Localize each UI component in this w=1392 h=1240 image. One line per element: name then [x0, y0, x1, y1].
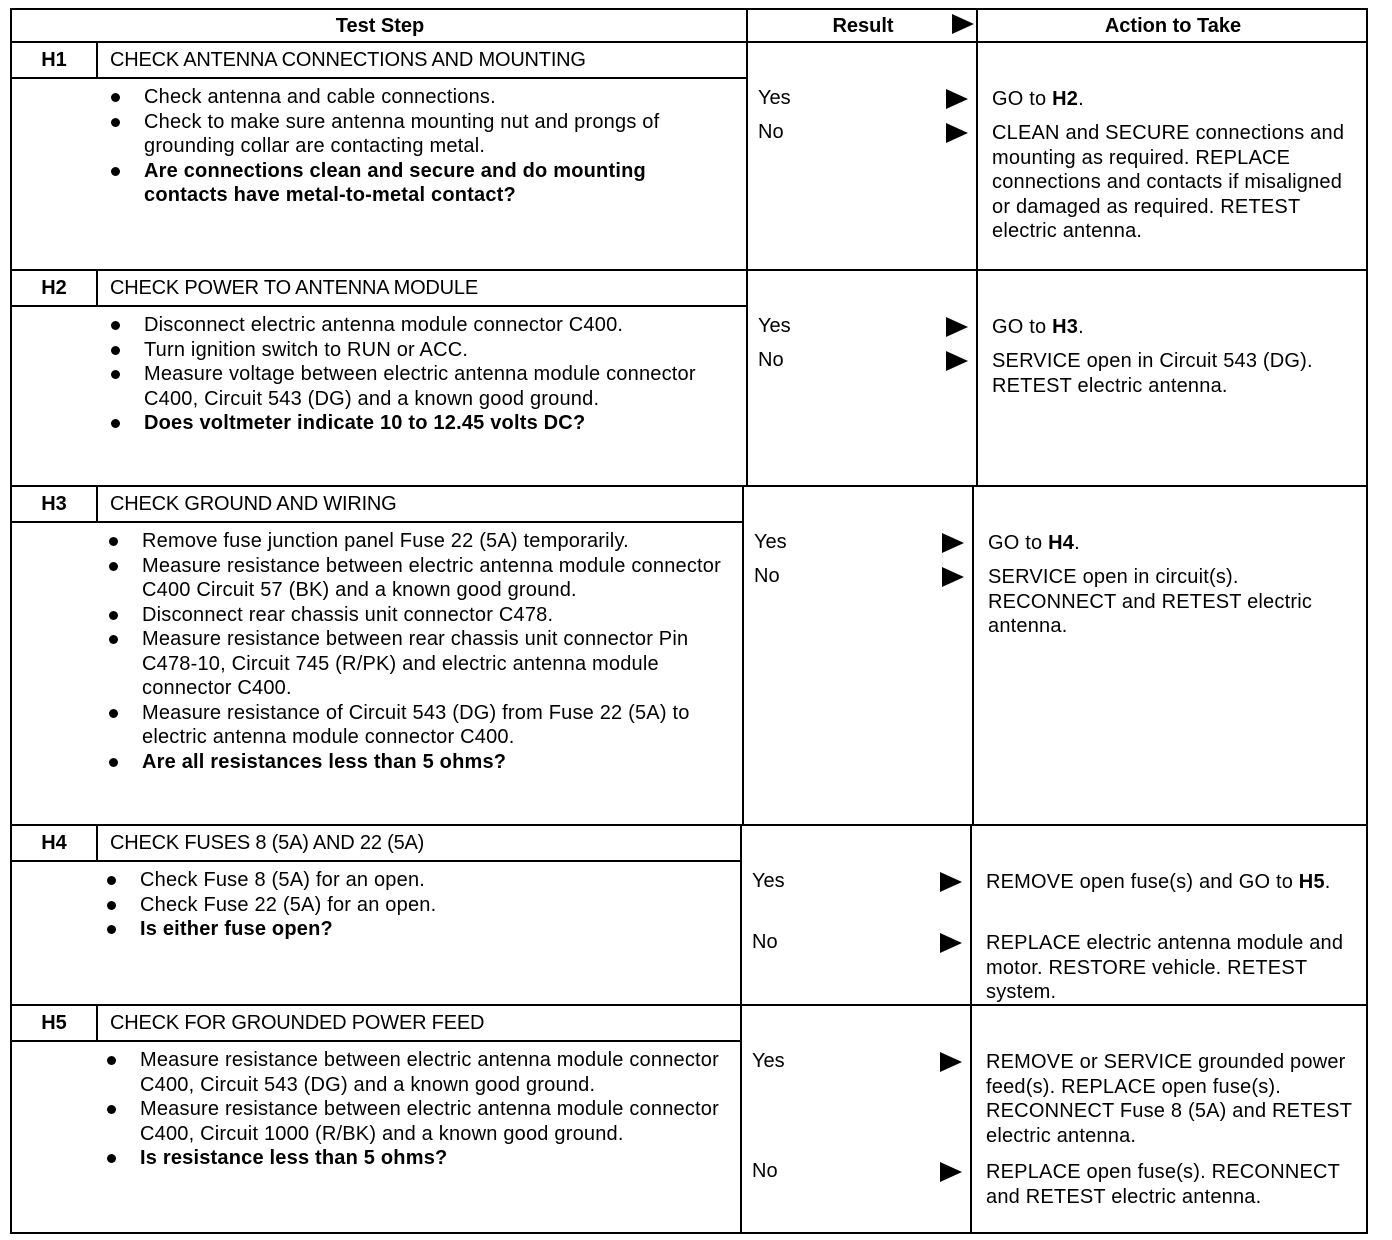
test-step-h3 — [12, 487, 1366, 826]
column-divider — [970, 1006, 972, 1234]
header-action: Action to Take — [1104, 15, 1242, 37]
action-text — [988, 565, 1364, 639]
action-text-end: . — [1078, 316, 1084, 338]
instruction-item: Check antenna and cable connections. — [108, 85, 726, 110]
result-label: No — [752, 1160, 778, 1182]
test-step-h2 — [12, 271, 1366, 487]
arrow-right-icon — [942, 567, 964, 587]
test-step-h1 — [12, 43, 1366, 271]
column-divider — [740, 826, 742, 1004]
action-step-ref: H2 — [1052, 88, 1079, 110]
instruction-item: Disconnect rear chassis unit connector C478. — [106, 603, 722, 628]
arrow-right-icon — [942, 533, 964, 553]
instruction-item: Measure resistance between electric antenna module connector C400, Circuit 543 (DG) and a known good ground. — [104, 1048, 720, 1097]
result-label: Yes — [758, 315, 791, 337]
instruction-item: Disconnect electric antenna module connector C400. — [108, 313, 726, 338]
result-no — [752, 1160, 968, 1183]
result-label: Yes — [752, 870, 785, 892]
arrow-right-icon — [940, 1162, 962, 1182]
action-text — [986, 1050, 1364, 1148]
action-text — [992, 121, 1364, 244]
action-text — [992, 349, 1364, 398]
step-instructions — [108, 313, 726, 436]
action-text-main: REMOVE open fuse(s) and GO to — [986, 871, 1299, 893]
column-divider — [742, 487, 744, 824]
column-divider — [746, 43, 748, 269]
action-text-main: GO to — [988, 532, 1049, 554]
action-step-ref: H5 — [1298, 871, 1325, 893]
column-divider — [972, 487, 974, 824]
instruction-item: Check Fuse 22 (5A) for an open. — [104, 893, 720, 918]
step-title: CHECK GROUND AND WIRING — [110, 493, 397, 515]
result-label: Yes — [752, 1050, 785, 1072]
step-id: H4 — [12, 826, 98, 860]
instruction-item: Turn ignition switch to RUN or ACC. — [108, 338, 726, 363]
action-text-main: SERVICE open in circuit(s). RECONNECT and RETEST electric antenna. — [988, 566, 1313, 637]
action-text — [986, 1160, 1364, 1209]
action-text — [988, 531, 1364, 556]
arrow-right-icon — [946, 89, 968, 109]
result-yes — [758, 315, 974, 338]
instruction-item: Measure voltage between electric antenna module connector C400, Circuit 543 (DG) and a known good ground. — [108, 362, 726, 411]
result-yes — [752, 1050, 968, 1073]
action-text-main: SERVICE open in Circuit 543 (DG). RETEST electric antenna. — [992, 350, 1313, 397]
result-yes — [752, 870, 968, 893]
step-id: H5 — [12, 1006, 98, 1040]
step-title: CHECK ANTENNA CONNECTIONS AND MOUNTING — [110, 49, 586, 71]
step-id: H3 — [12, 487, 98, 521]
instruction-item: Measure resistance between electric antenna module connector C400 Circuit 57 (BK) and a known good ground. — [106, 554, 722, 603]
test-step-h5 — [12, 1006, 1366, 1234]
step-id: H1 — [12, 43, 98, 77]
step-title: CHECK FUSES 8 (5A) AND 22 (5A) — [110, 832, 425, 854]
arrow-right-icon — [940, 872, 962, 892]
step-heading — [12, 826, 740, 862]
header-test-step: Test Step — [335, 15, 425, 37]
header-divider — [976, 10, 978, 43]
instruction-item: Measure resistance of Circuit 543 (DG) from Fuse 22 (5A) to electric antenna module connector C400. — [106, 701, 722, 750]
step-id: H2 — [12, 271, 98, 305]
step-instructions — [106, 529, 722, 774]
action-text — [992, 87, 1364, 112]
action-text-end: . — [1074, 532, 1080, 554]
step-instructions — [104, 1048, 720, 1171]
step-question: Is either fuse open? — [104, 917, 720, 942]
result-no — [754, 565, 970, 588]
column-divider — [970, 826, 972, 1004]
instruction-item: Check to make sure antenna mounting nut and prongs of grounding collar are contacting metal. — [108, 110, 726, 159]
result-no — [758, 121, 974, 144]
table-header — [12, 10, 1366, 43]
instruction-item: Measure resistance between rear chassis unit connector Pin C478-10, Circuit 745 (R/PK) and electric antenna module connector C400. — [106, 627, 722, 701]
step-question: Does voltmeter indicate 10 to 12.45 volts DC? — [108, 411, 726, 436]
arrow-right-icon — [940, 1052, 962, 1072]
step-heading — [12, 1006, 740, 1042]
action-text-main: GO to — [992, 88, 1053, 110]
result-label: No — [758, 121, 784, 143]
result-yes — [754, 531, 970, 554]
result-no — [752, 931, 968, 954]
arrow-right-icon — [946, 351, 968, 371]
action-text — [986, 870, 1364, 895]
result-label: No — [754, 565, 780, 587]
step-question: Are connections clean and secure and do mounting contacts have metal-to-metal contact? — [108, 159, 726, 208]
column-divider — [746, 271, 748, 485]
instruction-item: Check Fuse 8 (5A) for an open. — [104, 868, 720, 893]
instruction-item: Measure resistance between electric antenna module connector C400, Circuit 1000 (R/BK) and a known good ground. — [104, 1097, 720, 1146]
column-divider — [740, 1006, 742, 1234]
column-divider — [976, 271, 978, 485]
step-title: CHECK FOR GROUNDED POWER FEED — [110, 1012, 485, 1034]
action-text-end: . — [1078, 88, 1084, 110]
result-label: Yes — [754, 531, 787, 553]
action-step-ref: H3 — [1052, 316, 1079, 338]
action-text-end: . — [1324, 871, 1331, 893]
instruction-item: Remove fuse junction panel Fuse 22 (5A) temporarily. — [106, 529, 722, 554]
step-heading — [12, 43, 746, 79]
step-heading — [12, 271, 746, 307]
step-heading — [12, 487, 742, 523]
action-text-main: GO to — [992, 316, 1053, 338]
result-label: No — [758, 349, 784, 371]
action-text — [992, 315, 1364, 340]
header-result: Result — [832, 15, 894, 37]
header-divider — [746, 10, 748, 43]
action-text — [986, 931, 1364, 1005]
column-divider — [976, 43, 978, 269]
step-question: Is resistance less than 5 ohms? — [104, 1146, 720, 1171]
result-no — [758, 349, 974, 372]
result-label: No — [752, 931, 778, 953]
result-label: Yes — [758, 87, 791, 109]
arrow-right-icon — [946, 317, 968, 337]
step-instructions — [104, 868, 720, 942]
action-text-main: CLEAN and SECURE connections and mounting as required. REPLACE connections and contacts if misaligned or damaged as required. RETEST electric antenna. — [992, 122, 1345, 242]
result-yes — [758, 87, 974, 110]
step-instructions — [108, 85, 726, 208]
action-text-main: REPLACE open fuse(s). RECONNECT and RETEST electric antenna. — [986, 1161, 1340, 1208]
arrow-right-icon — [940, 933, 962, 953]
diagnostic-table — [10, 8, 1368, 1234]
arrow-right-icon — [946, 123, 968, 143]
action-text-main: REMOVE or SERVICE grounded power feed(s). REPLACE open fuse(s). RECONNECT Fuse 8 (5A) and RETEST electric antenna. — [986, 1051, 1352, 1147]
action-text-main: REPLACE electric antenna module and motor. RESTORE vehicle. RETEST system. — [986, 932, 1344, 1003]
test-step-h4 — [12, 826, 1366, 1006]
step-title: CHECK POWER TO ANTENNA MODULE — [110, 277, 478, 299]
action-step-ref: H4 — [1048, 532, 1075, 554]
header-arrow-icon — [952, 14, 974, 34]
step-question: Are all resistances less than 5 ohms? — [106, 750, 722, 775]
